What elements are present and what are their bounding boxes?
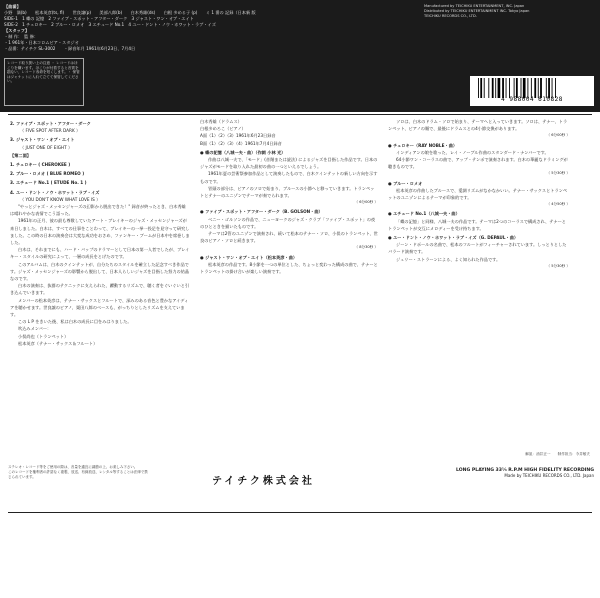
track-title: 1. チェロキー ( CHEROKEE )	[10, 162, 71, 168]
label-info-line: TEICHIKU RECORDS CO., LTD.	[424, 13, 477, 18]
liner-paragraph: ベニー・ゴルソンの作品で、ニューヨークのジャズ・クラブ「ファイブ・スポット」の夜のひとときを描いたものです。	[200, 216, 376, 229]
credits-block	[4, 4, 374, 52]
staff-heading: 【スタッフ】	[4, 28, 30, 33]
track-subtitle: （ YOU DON'T KNOW WHAT LOVE IS ）	[20, 196, 101, 202]
top-credits-band	[0, 0, 600, 112]
barcode-number: 4 988004 610828	[501, 96, 563, 103]
liner-paragraph: ジュリー・ストラーンによる、よく知られた作品です。	[396, 256, 501, 262]
liner-paragraph: 64小節ワン・コーラスの曲で、アップ・テンポで演奏されます。白木の華麗なドラミングが聴きものです。	[388, 157, 568, 170]
usage-note	[8, 465, 148, 479]
liner-paragraph: テーマは2管のユニゾンで演奏され、続いて松本のテナー・ソロ、小俣のトランペット、世良のピアノ・ソロと続きます。	[200, 231, 378, 244]
track-heading: ● ユー・ドント・ノウ・ホワット・ラブ・イズ（G. DEPAUL・曲）	[388, 235, 519, 241]
production-credits: 解説：油井正一 制作担当：今井敏夫	[525, 452, 590, 456]
barcode	[470, 76, 594, 106]
credits-heading: 【曲番】	[4, 4, 21, 9]
liner-paragraph: 冒頭の部分は、ピアノのソロで始まり、ブルースの小節へと移っていきます。トランペットとテナーのユニゾンでテーマが奏でられます。	[200, 185, 375, 199]
credits-row: SIDE-1 1 蝶の 記憶 2 ファイブ・スポット・アフター・ダーク 3 ジャスト・ワン・オブ・エイト	[4, 16, 194, 21]
label-info	[424, 4, 596, 18]
staff-row: ・1 961年・日本コロムビア・スタジオ	[4, 40, 79, 45]
personnel-item: 松本英彦（テナー・サックス＆フルート）	[18, 340, 98, 346]
lp-format: LONG PLAYING 33⅓ R.P.M HIGH FIDELITY RECORDING	[456, 468, 594, 473]
made-by: Made by TEICHIKU RECORDS CO., LTD. Japan	[504, 473, 594, 478]
bottom-rule	[8, 512, 592, 513]
track-title: 3. ジャスト・ワン・オブ・エイト	[10, 137, 75, 143]
liner-paragraph: 松本英彦の作品です。8小節を一つの単位とした、ちょっと変わった構成の曲で、テナーとトランペットの掛け合いが楽しい演奏です。	[200, 261, 378, 275]
side-heading: 【第二面】	[10, 152, 31, 158]
track-heading: ● ブルー・ロメオ	[388, 180, 423, 186]
track-timing: （ 4分50秒 ）	[546, 202, 570, 207]
liner-paragraph: このアルバムは、白木のクインテットが、自分たちのスタイルを確立した記念すべき作品です。ジャズ・メッセンジャーズの影響から脱出して、日本人らしいジャズを目指した努力の結晶なのです。	[10, 261, 190, 282]
credits-row: SIDE-2 1 チェロキー 2 ブルー・ロメオ 3 エチュード No.1 4 ユー・ドント・ノウ・ホワット・ラブ・イズ	[4, 22, 216, 27]
track-title: 3. エチュード No.1 ( ETUDE No. 1 )	[10, 180, 87, 186]
personnel-item: 白根多めろこ（ピアノ）	[200, 126, 246, 132]
track-heading: ● エチュード No.1（八城一夫・曲）	[388, 211, 460, 217]
liner-paragraph: 1961年の正月、彼の最も尊敬していたアート・ブレイキーのジャズ・メッセンジャーズが来日しました。白木は、すべての仕事をことわって、ブレイキーの一挙一投足を見守って研究しました。この時の日本の演奏会は大変な成功をおさめ、ファンキー・ブームが日本中を席巻しました。	[10, 218, 190, 246]
liner-column-1	[10, 118, 190, 510]
liner-column-2	[200, 118, 378, 510]
liner-paragraph: メンバーの松本英彦は、テナー・サックスとフルートで、深みのある音色と豊かなアイディアを聴かせます。世良譲のピアノ、栗田八郎のベースも、がっちりとしたリズムを支えています。	[10, 297, 189, 318]
track-timing: （ 6分00秒 ）	[354, 200, 378, 205]
liner-paragraph: この L P をきいた後、私は白木の成長に目をみはりました。	[18, 319, 132, 325]
personnel-heading: 吹込みメンバー：	[18, 326, 52, 332]
track-heading: ● ジャスト・ワン・オブ・エイト（松本英彦・曲）	[200, 254, 298, 260]
track-heading: ● チェロキー（RAY NOBLE・曲）	[388, 142, 458, 148]
track-subtitle: （ FIVE SPOT AFTER DARK ）	[20, 128, 81, 134]
liner-paragraph: 1961年夏の芸術祭参加作品として演奏したもので、白木クインテットの新しい方向を示すものです。	[200, 171, 378, 184]
track-title: 4. ユー・ドント・ノウ・ホワット・ラブ・イズ	[10, 189, 100, 195]
liner-paragraph: ソロは、白木のドラム・ソロで始まり、テーマへと入っていきます。ソロは、テナー、トランペット、ピアノの順で、最後にドラムスとの4小節交換があります。	[388, 119, 568, 132]
liner-paragraph: 白木は、それまでにも、ハード・バップのドラマーとして日本の第一人者でしたが、ブレイキー・スタイルの研究によって、一層の成長をとげたのです。	[10, 247, 190, 260]
credits-row: 小野 満(b) 松本英彦(ts, fl) 世良譲(p) 美部八郎(b) 白木秀雄(ds) 白根 多める子 (p) ミ 1 番の 記録（日本新 版	[4, 10, 256, 15]
liner-paragraph: インディアンの娘を歌った、レイ・ノーブル作曲のスタンダード・ナンバーです。	[396, 149, 549, 155]
barcode-bars	[476, 78, 588, 98]
track-heading: ● ファイブ・スポット・アフター・ダーク（B. GOLSON・曲）	[200, 209, 323, 215]
track-timing: （ 5分30秒 ）	[546, 263, 570, 268]
track-subtitle: （ JUST ONE OF EIGHT ）	[20, 144, 73, 150]
staff-row: ・品番：テイチク SL-3002 ・録音年月 1961年6月23日、7月4日	[4, 46, 136, 51]
brand-logo-text: テイチク株式会社	[212, 476, 315, 487]
label-info-line: Manufactured by TEICHIKU ENTERTAINMENT, INC. Japan	[424, 4, 525, 8]
liner-paragraph: 「蝶の記憶」と同様、八城一夫の作品です。テーマは2つのコーラスで構成され、テナーとトランペットが交互にメロディーを受け持ちます。	[388, 218, 566, 231]
track-heading: ● 蝶の記憶（八城一夫・曲）（作詞 小林 光）	[200, 149, 286, 155]
usage-note-line: ステレオ・レコード等をご使用の際は、音量を適宜に調節の上、お楽しみ下さい。	[8, 465, 138, 469]
track-timing: （ 6分00秒 ）	[546, 133, 570, 138]
recording-date: A面（1）（2）（3）1961年6月23日録音	[200, 133, 276, 139]
top-rule	[8, 114, 592, 115]
personnel-item: 白木秀雄（ドラムス）	[200, 119, 242, 124]
handling-notice: レコード取り扱い上の注意 ・ レコードはほこりを嫌います。ほこりが付着すると音質を損ない、レコード寿命を短くします。・ 保管はジャケットに入れて立てて保管してください。	[4, 58, 84, 106]
label-info-line: Distributed by TEICHIKU ENTERTAINMENT INC. Tokyo Japan	[424, 8, 530, 13]
staff-row: ・制 作： 監 修：	[4, 34, 39, 39]
personnel-item: 小俣尚也（トランペット）	[18, 333, 69, 339]
recording-date: B面（1）（2）（3）（4）1961年7月4日録音	[200, 140, 282, 146]
liner-paragraph: 白木の演奏は、抜群のテクニックに支えられた、躍動するリズムで、聴く者をぐいぐいと引き込んでいきます。	[10, 283, 190, 296]
track-title: 2. ファイブ・スポット・アフター・ダーク	[10, 121, 91, 126]
liner-paragraph: 松本英彦の作曲したブルースで、愛調リズムがなかなかいい。テナー・サックスとトランペットのユニゾンによるテーマが印象的です。	[388, 187, 568, 201]
track-timing: （ 5分30秒 ）	[546, 171, 570, 176]
track-timing: （ 8分30秒 ）	[354, 245, 378, 250]
usage-note-line: このレコードを権利者の許諾なく複製、放送、有線放送、レンタル等することは法律で禁じられています。	[8, 469, 148, 479]
liner-paragraph: ジーン・ドポールの名曲で、松本のフルートがフィーチャーされています。しっとりとしたバラード演奏です。	[388, 242, 567, 255]
liner-paragraph: 作曲は八城一夫で、「モード」(音階または旋法) によるジャズを目指した作品です。日本のジャズがモードを取り入れた最初の曲の一つといえるでしょう。	[200, 157, 378, 170]
liner-notes	[0, 112, 600, 598]
liner-paragraph: "やっとジャズ・メッセンジャーズの幻影から脱出できた！" 録音が終ったとき、白木秀雄は晴れやかな表情でこう語った。	[10, 204, 186, 217]
lp-info	[372, 468, 594, 478]
track-title: 2. ブルー・ロメオ ( BLUE ROMEO )	[10, 171, 85, 177]
